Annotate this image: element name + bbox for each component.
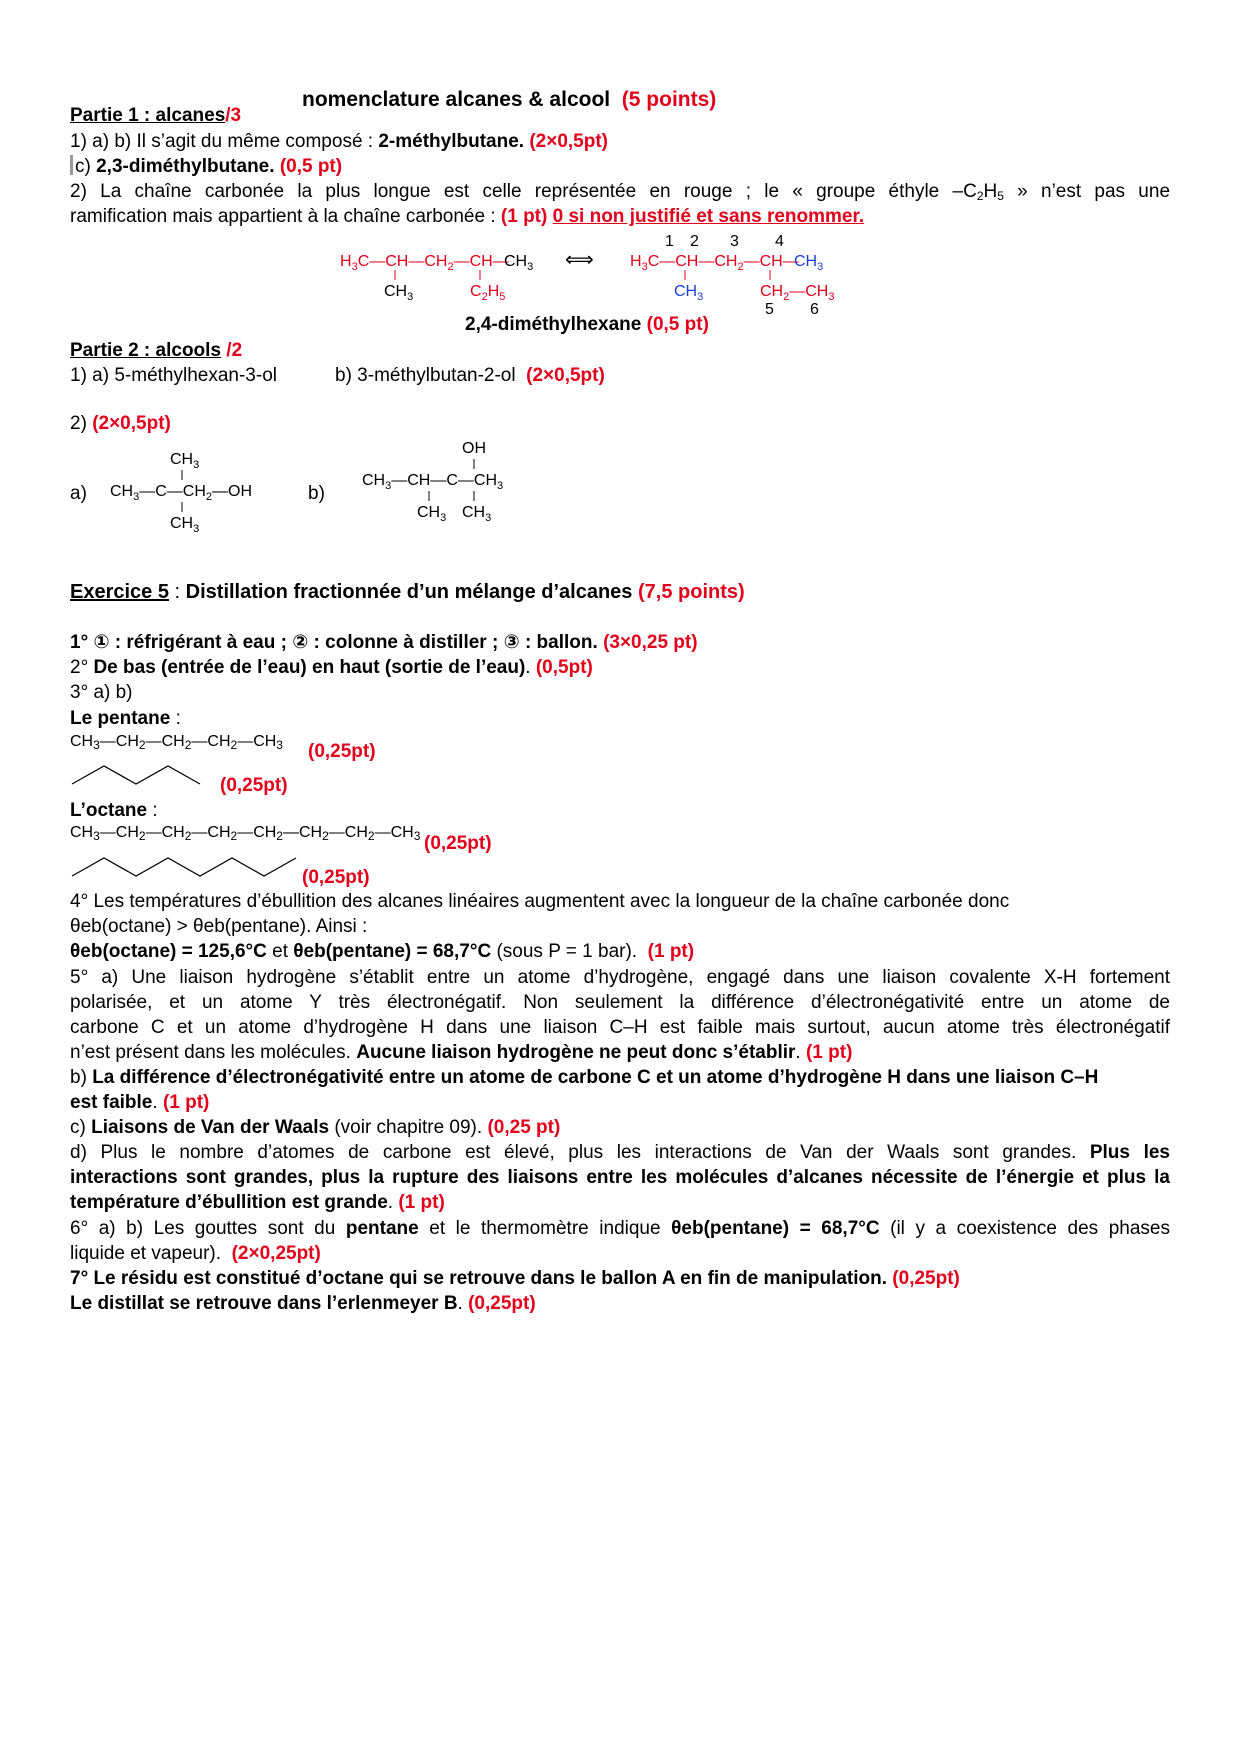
document-title: nomenclature alcanes & alcool (5 points) — [302, 88, 717, 111]
svg-text:CH3: $CH_3$ — [462, 504, 492, 524]
svg-text:5: 5 — [765, 301, 774, 318]
q5-line1: 5° a) Une liaison hydrogène s’établit entre un atome d’hydrogène, engagé dans une liaison covalente X-H fortement — [70, 967, 1170, 988]
svg-text:CH3—C—CH2—OH: $CH_3—C—CH_2—OH$ — [110, 483, 253, 503]
q5-line2: polarisée, et un atome Y très électronégatif. Non seulement la différence d’électronégativité entre un atome de — [70, 992, 1170, 1013]
partie1-line1: 1) a) b) Il s’agit du même composé : 2-méthylbutane. (2×0,5pt) — [70, 131, 608, 152]
q5c-line: c) Liaisons de Van der Waals (voir chapitre 09). (0,25 pt) — [70, 1117, 561, 1138]
structure-alcohol-a — [110, 440, 330, 540]
octane-label: L’octane : — [70, 800, 158, 821]
svg-text:CH3—CH—C—CH3: $CH_3—CH—C—CH_3$ — [362, 472, 504, 492]
svg-text:6: 6 — [810, 301, 819, 318]
pentane-formula: $CH_3—CH_2—CH_2—CH_2—CH_3$ — [70, 733, 283, 752]
svg-text:H3C—CH—CH2—CH—: $H_3C—CH—CH_2—CH—$ — [630, 253, 799, 273]
q6-line2: liquide et vapeur). (2×0,25pt) — [70, 1243, 321, 1264]
pentane-label: Le pentane : — [70, 708, 181, 729]
q5d-line2: interactions sont grandes, plus la rupture des liaisons entre les molécules d’alcanes nécessite de l’énergie et plus la — [70, 1167, 1170, 1188]
structure-alcohol-b — [362, 435, 562, 535]
q5b-line2: est faible. (1 pt) — [70, 1092, 210, 1113]
pentane-pts1: (0,25pt) — [308, 741, 376, 762]
structure-hexane-comparison — [340, 230, 880, 320]
svg-text:H3C—CH—CH2—CH—: $H_3C—CH—CH_2—CH—$ — [340, 253, 509, 273]
partie2-q1b: b) 3-méthylbutan-2-ol (2×0,5pt) — [335, 365, 605, 386]
svg-text:CH3: $CH_3$ — [170, 451, 200, 471]
q7-line2: Le distillat se retrouve dans l’erlenmeyer B. (0,25pt) — [70, 1293, 536, 1314]
q5b-line1: b) La différence d’électronégativité entre un atome de carbone C et un atome d’hydrogène H dans une liaison C–H — [70, 1067, 1099, 1088]
partie2-label-a: a) — [70, 483, 87, 504]
partie2-heading: Partie 2 : alcools /2 — [70, 340, 243, 361]
partie2-label-b: b) — [308, 483, 325, 504]
q5-line4: n’est présent dans les molécules. Aucune liaison hydrogène ne peut donc s’établir. (1 pt) — [70, 1042, 853, 1063]
q4-line1: 4° Les températures d’ébullition des alcanes linéaires augmentent avec la longueur de la chaîne carbonée donc — [70, 891, 1010, 912]
exercice5-q1: 1° ① : réfrigérant à eau ; ② : colonne à distiller ; ③ : ballon. (3×0,25 pt) — [70, 632, 698, 653]
svg-text:OH: OH — [462, 440, 486, 457]
svg-text:CH3: $CH_3$ — [504, 253, 534, 273]
svg-text:CH3: $CH_3$ — [384, 283, 414, 303]
svg-text:CH3: $CH_3$ — [417, 504, 447, 524]
pentane-pts2: (0,25pt) — [220, 775, 288, 796]
partie1-heading: Partie 1 : alcanes/3 — [70, 105, 242, 126]
octane-skeletal — [70, 850, 310, 880]
exercice5-q2: 2° De bas (entrée de l’eau) en haut (sortie de l’eau). (0,5pt) — [70, 657, 593, 678]
q6-line1: 6° a) b) Les gouttes sont du pentane et le thermomètre indique θeb(pentane) = 68,7°C (il y a coexistence des phases — [70, 1218, 1170, 1239]
partie1-line3: 2) La chaîne carbonée la plus longue est celle représentée en rouge ; le « groupe éthyle $-C_2H_5$ » n’est pas une — [70, 181, 1171, 203]
svg-text:C2H5: $C_2H_5$ — [470, 283, 506, 303]
q4-line3: θeb(octane) = 125,6°C et θeb(pentane) = 68,7°C (sous P = 1 bar). (1 pt) — [70, 941, 695, 962]
q4-line2: θeb(octane) > θeb(pentane). Ainsi : — [70, 916, 368, 937]
svg-text:3: 3 — [730, 233, 739, 250]
pentane-skeletal — [70, 758, 210, 788]
q5d-line1: d) Plus le nombre d’atomes de carbone est élevé, plus les interactions de Van der Waals sont grandes. Plus les — [70, 1142, 1170, 1163]
svg-text:CH2—CH3: $CH_2—CH_3$ — [760, 283, 835, 303]
partie2-q2: 2) (2×0,5pt) — [70, 413, 171, 434]
svg-text:1: 1 — [665, 233, 674, 250]
exercice5-heading: Exercice 5 : Distillation fractionnée d’un mélange d’alcanes (7,5 points) — [70, 581, 745, 603]
partie1-line2: c) 2,3-diméthylbutane. (0,5 pt) — [70, 155, 342, 179]
svg-text:CH3: $CH_3$ — [794, 253, 824, 273]
octane-formula: $CH_3—CH_2—CH_2—CH_2—CH_2—CH_2—CH_2—CH_3$ — [70, 824, 421, 843]
svg-text:CH3: $CH_3$ — [674, 283, 704, 303]
svg-text:CH3: $CH_3$ — [170, 515, 200, 535]
partie1-result: 2,4-diméthylhexane (0,5 pt) — [465, 314, 709, 335]
exercice5-q3: 3° a) b) — [70, 682, 133, 703]
q7-line1: 7° Le résidu est constitué d’octane qui se retrouve dans le ballon A en fin de manipulation. (0,25pt) — [70, 1268, 960, 1289]
q5d-line3: température d’ébullition est grande. (1 pt) — [70, 1192, 445, 1213]
partie2-q1: 1) a) 5-méthylhexan-3-ol — [70, 365, 277, 386]
svg-text:2: 2 — [690, 233, 699, 250]
svg-text:4: 4 — [775, 233, 784, 250]
partie1-line4: ramification mais appartient à la chaîne carbonée : (1 pt) 0 si non justifié et sans renommer. — [70, 206, 865, 227]
q5-line3: carbone C et un atome d’hydrogène H dans une liaison C–H est faible mais surtout, aucun atome très électronégatif — [70, 1017, 1170, 1038]
octane-pts1: (0,25pt) — [424, 833, 492, 854]
octane-pts2: (0,25pt) — [302, 867, 370, 888]
svg-text:⟺: ⟺ — [565, 249, 594, 271]
